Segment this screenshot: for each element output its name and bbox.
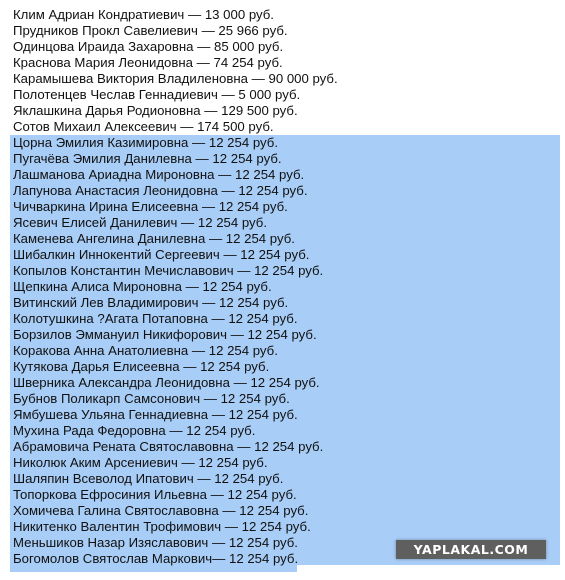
watermark-logo: YAPLAKAL.COM xyxy=(396,540,546,559)
list-item: Шибалкин Иннокентий Сергеевич — 12 254 руб. xyxy=(13,247,310,262)
list-item: Коракова Анна Анатолиевна — 12 254 руб. xyxy=(13,343,278,358)
list-item: Шверника Александра Леонидовна — 12 254 руб. xyxy=(13,375,320,390)
list-item: Чичваркина Ирина Елисеевна — 12 254 руб. xyxy=(13,199,288,214)
list-item: Краснова Мария Леонидовна — 74 254 руб. xyxy=(13,55,283,70)
list-item: Каменева Ангелина Данилевна — 12 254 руб. xyxy=(13,231,295,246)
payment-list xyxy=(13,7,338,567)
list-item: Хомичева Галина Святославовна — 12 254 руб. xyxy=(13,503,309,518)
list-item: Богомолов Святослав Маркович— 12 254 руб. xyxy=(13,551,299,566)
list-item: Мухина Рада Федоровна — 12 254 руб. xyxy=(13,423,256,438)
list-item: Шаляпин Всеволод Ипатович — 12 254 руб. xyxy=(13,471,284,486)
list-item: Яклашкина Дарья Родионовна — 129 500 руб. xyxy=(13,103,298,118)
list-item: Николюк Аким Арсениевич — 12 254 руб. xyxy=(13,455,268,470)
list-item: Топоркова Ефросиния Ильевна — 12 254 руб. xyxy=(13,487,297,502)
list-item: Ямбушева Ульяна Геннадиевна — 12 254 руб. xyxy=(13,407,298,422)
list-item: Колотушкина ?Агата Потаповна — 12 254 руб. xyxy=(13,311,298,326)
list-item: Никитенко Валентин Трофимович — 12 254 руб. xyxy=(13,519,311,534)
list-item: Лапунова Анастасия Леонидовна — 12 254 руб. xyxy=(13,183,308,198)
list-item: Копылов Константин Мечиславович — 12 254 руб. xyxy=(13,263,324,278)
list-item: Борзилов Эммануил Никифорович — 12 254 руб. xyxy=(13,327,317,342)
list-item: Ясевич Елисей Данилевич — 12 254 руб. xyxy=(13,215,268,230)
list-item: Лашманова Ариадна Мироновна — 12 254 руб. xyxy=(13,167,305,182)
list-item: Одинцова Ираида Захаровна — 85 000 руб. xyxy=(13,39,284,54)
list-item: Полотенцев Чеслав Геннадиевич — 5 000 руб. xyxy=(13,87,301,102)
list-item: Меньшиков Назар Изяславович — 12 254 руб. xyxy=(13,535,298,550)
list-item: Пугачёва Эмилия Данилевна — 12 254 руб. xyxy=(13,151,282,166)
list-item: Сотов Михаил Алексеевич — 174 500 руб. xyxy=(13,119,274,134)
list-item: Щепкина Алиса Мироновна — 12 254 руб. xyxy=(13,279,272,294)
list-item: Бубнов Поликарп Самсонович — 12 254 руб. xyxy=(13,391,290,406)
list-item: Цорна Эмилия Казимировна — 12 254 руб. xyxy=(13,135,278,150)
list-item: Прудников Прокл Савелиевич — 25 966 руб. xyxy=(13,23,288,38)
list-item: Карамышева Виктория Владиленовна — 90 000 руб. xyxy=(13,71,338,86)
list-item: Абрамовича Рената Святославовна — 12 254 руб. xyxy=(13,439,324,454)
list-item: Клим Адриан Кондратиевич — 13 000 руб. xyxy=(13,7,274,22)
list-item: Витинский Лев Владимирович — 12 254 руб. xyxy=(13,295,289,310)
list-item: Кутякова Дарья Елисеевна — 12 254 руб. xyxy=(13,359,270,374)
